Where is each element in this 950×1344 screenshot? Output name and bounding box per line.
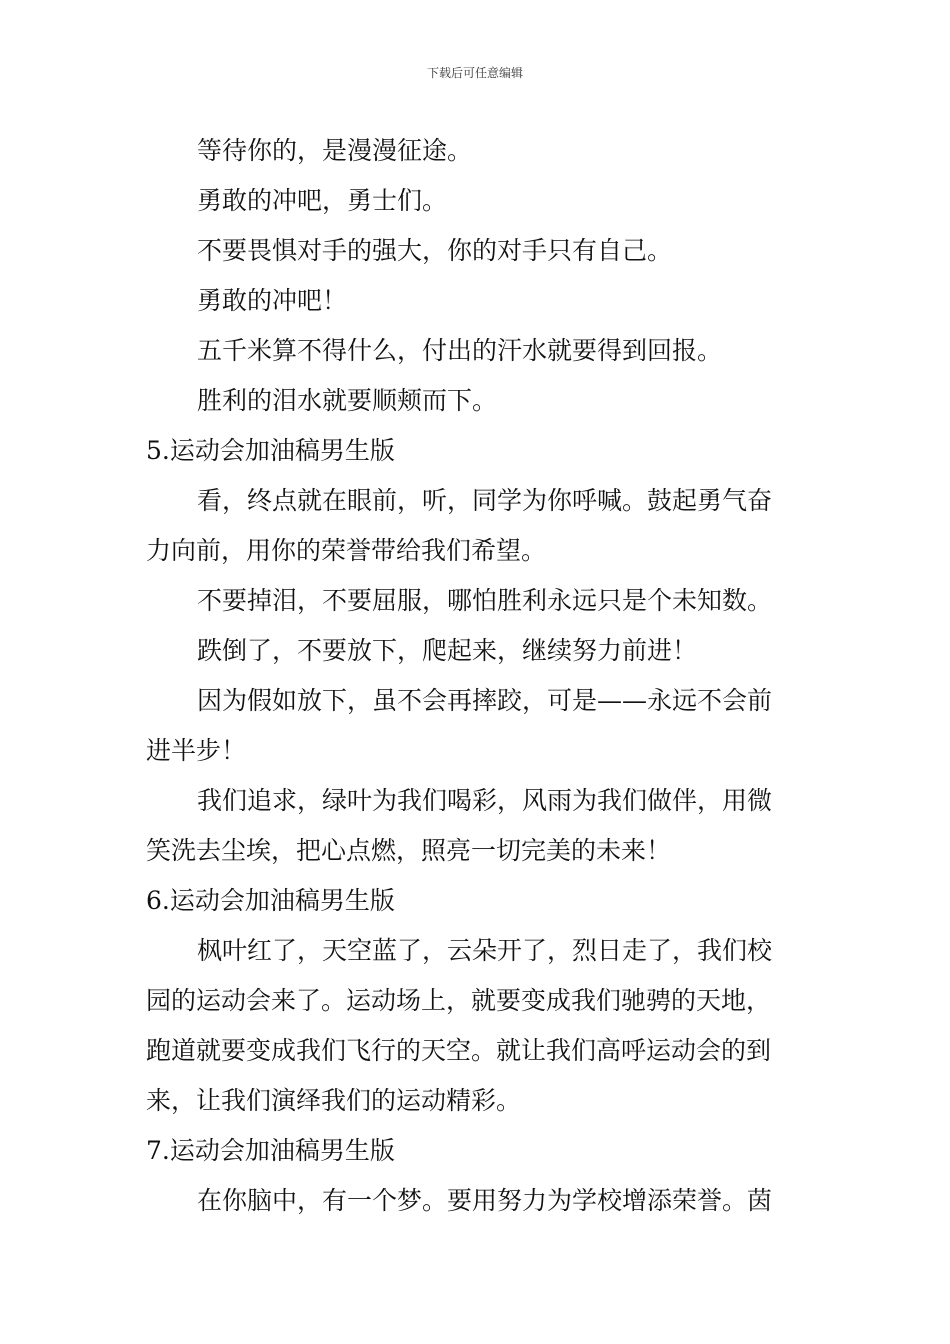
text-line: 在你脑中，有一个梦。要用努力为学校增添荣誉。茵 — [197, 1186, 773, 1215]
page-header: 下载后可任意编辑 — [426, 66, 523, 80]
text-line: 园的运动会来了。运动场上，就要变成我们驰骋的天地， — [146, 986, 772, 1015]
text-line: 来，让我们演绎我们的运动精彩。 — [146, 1086, 522, 1115]
text-line: 进半步！ — [146, 736, 247, 765]
text-line: 跑道就要变成我们飞行的天空。就让我们高呼运动会的到 — [146, 1036, 772, 1065]
text-line: 等待你的，是漫漫征途。 — [197, 136, 473, 165]
text-line: 笑洗去尘埃，把心点燃，照亮一切完美的未来！ — [146, 836, 672, 865]
document-body — [146, 126, 810, 1226]
section-heading: 5.运动会加油稿男生版 — [146, 436, 395, 465]
text-line: 胜利的泪水就要顺颊而下。 — [197, 386, 498, 415]
text-line: 五千米算不得什么，付出的汗水就要得到回报。 — [197, 336, 723, 365]
text-line: 勇敢的冲吧！ — [197, 286, 348, 315]
text-line: 不要掉泪，不要屈服，哪怕胜利永远只是个未知数。 — [197, 586, 773, 615]
text-line: 不要畏惧对手的强大，你的对手只有自己。 — [197, 236, 673, 265]
text-line: 枫叶红了，天空蓝了，云朵开了，烈日走了，我们校 — [197, 936, 773, 965]
text-line: 勇敢的冲吧，勇士们。 — [197, 186, 448, 215]
text-line: 力向前，用你的荣誉带给我们希望。 — [146, 536, 547, 565]
text-line: 我们追求，绿叶为我们喝彩，风雨为我们做伴，用微 — [197, 786, 773, 815]
text-line: 跌倒了，不要放下，爬起来，继续努力前进！ — [197, 636, 698, 665]
section-heading: 7.运动会加油稿男生版 — [146, 1136, 395, 1165]
text-line: 因为假如放下，虽不会再摔跤，可是——永远不会前 — [197, 686, 773, 715]
section-heading: 6.运动会加油稿男生版 — [146, 886, 395, 915]
text-line: 看，终点就在眼前，听，同学为你呼喊。鼓起勇气奋 — [197, 486, 773, 515]
